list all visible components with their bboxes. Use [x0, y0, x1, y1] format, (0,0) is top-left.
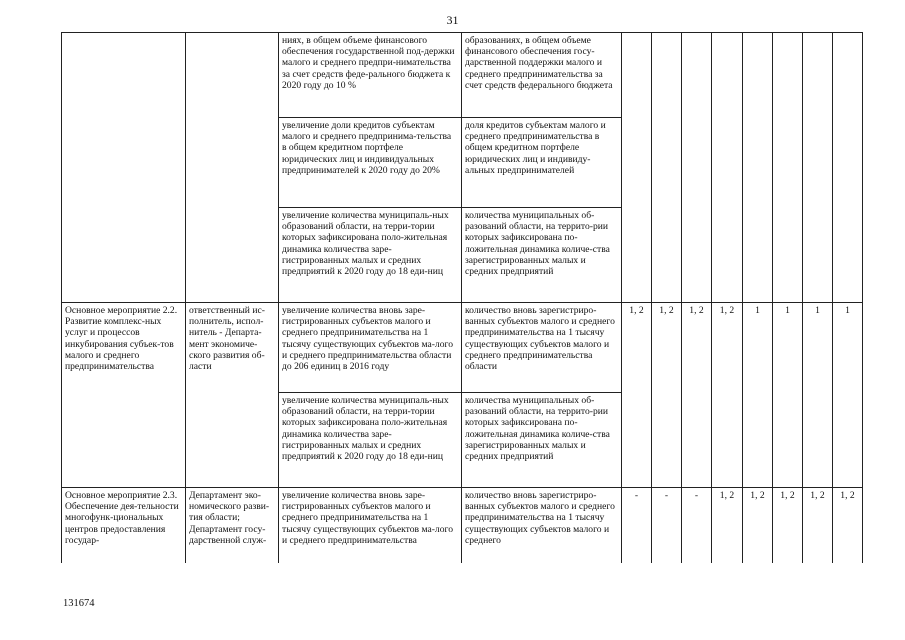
value-cell: 1, 2 [833, 488, 863, 563]
indicator-text: ниях, в общем объеме финансового обеспечения государственной под-держки малого и среднего предпри-нимательства за счет средств феде-рального бюджета к 2020 году до 10 % [282, 35, 455, 91]
executor-text: Департамент эко-номического разви-тия области; Департамент госу-дарственной служ- [189, 490, 270, 546]
measure-text: количество вновь зарегистриро-ванных субъектов малого и среднего предпринимательства на 1 тысячу существующих субъектов малого и среднего [465, 490, 615, 546]
event-text: Основное мероприятие 2.3. Обеспечение дея-тельности многофунк-циональных центров предоставления государ- [65, 490, 179, 546]
measure-cell [462, 118, 622, 208]
indicator-cell [279, 393, 462, 488]
indicator-cell [279, 33, 462, 118]
value-cell: 1 [803, 303, 833, 488]
value-cell [622, 33, 652, 303]
event-cell [62, 303, 186, 488]
value-cell: 1, 2 [652, 303, 682, 488]
table-row [62, 33, 863, 118]
measure-cell [462, 33, 622, 118]
page-number: 31 [446, 13, 459, 27]
indicator-cell [279, 208, 462, 303]
indicator-text: увеличение количества вновь заре-гистрированных субъектов малого и среднего предпринимательства на 1 тысячу существующих субъектов ма-лого и среднего предпринимательства области до 206 единиц в 2016 году [282, 305, 454, 373]
indicator-cell [279, 303, 462, 393]
document-id: 131674 [63, 598, 95, 609]
indicator-text: увеличение доли кредитов субъектам малого и среднего предпринима-тельства в общем кредитном портфеле юридических лиц и индивидуальных предпринимателей к 2020 году до 20% [282, 120, 452, 176]
value-cell [773, 33, 803, 303]
measure-text: количество вновь зарегистриро-ванных субъектов малого и среднего предпринимательства на 1 тысячу существующих субъектов малого и среднего предпринимательства области [465, 305, 615, 373]
event-text: Основное мероприятие 2.2. Развитие комплекс-ных услуг и процессов инкубирования субъек-тов малого и среднего предпринимательства [65, 305, 178, 373]
measure-text: количества муниципальных об-разований области, на террито-рии которых зафиксирована по-ложительная динамика количе-ства зарегистрированных малых и средних предприятий [465, 395, 610, 463]
value-cell: 1 [773, 303, 803, 488]
value-cell: 1, 2 [773, 488, 803, 563]
value-cell: 1, 2 [682, 303, 712, 488]
value-cell [833, 33, 863, 303]
measure-cell [462, 488, 622, 563]
value-cell: 1 [743, 303, 773, 488]
value-cell: - [652, 488, 682, 563]
indicator-cell [279, 118, 462, 208]
value-cell [803, 33, 833, 303]
event-cell [62, 33, 186, 303]
value-cell: 1, 2 [712, 303, 743, 488]
table-row [62, 303, 863, 393]
measure-cell [462, 208, 622, 303]
value-cell: 1, 2 [803, 488, 833, 563]
value-cell: - [622, 488, 652, 563]
value-cell [712, 33, 743, 303]
value-cell: - [682, 488, 712, 563]
executor-cell [186, 303, 279, 488]
measure-text: количества муниципальных об-разований области, на террито-рии которых зафиксирована по-ложительная динамика количе-ства зарегистрированных малых и средних предприятий [465, 210, 610, 278]
executor-cell [186, 488, 279, 563]
value-cell: 1, 2 [712, 488, 743, 563]
value-cell [652, 33, 682, 303]
measure-cell [462, 393, 622, 488]
value-cell: 1 [833, 303, 863, 488]
measure-text: доля кредитов субъектам малого и среднего предпринимательства в общем кредитном портфеле юридических лиц и индивиду-альных предпринимателей [465, 120, 606, 176]
table-row [62, 488, 863, 563]
indicator-cell [279, 488, 462, 563]
value-cell: 1, 2 [743, 488, 773, 563]
event-cell [62, 488, 186, 563]
value-cell [743, 33, 773, 303]
indicator-text: увеличение количества вновь заре-гистрированных субъектов малого и среднего предпринимательства на 1 тысячу существующих субъектов ма-лого и среднего предпринимательства [282, 490, 454, 546]
indicator-text: увеличение количества муниципаль-ных образований области, на терри-тории которых зафиксирована поло-жительная динамика количества заре-гистрированных малых и средних предприятий к 2020 году до 18 еди-ниц [282, 210, 449, 278]
measure-cell [462, 303, 622, 393]
value-cell [682, 33, 712, 303]
measure-text: образованиях, в общем объеме финансового обеспечения госу-дарственной поддержки малого и среднего предпринимательства за счет средств федерального бюджета [465, 35, 613, 91]
program-table [61, 32, 863, 563]
executor-cell [186, 33, 279, 303]
indicator-text: увеличение количества муниципаль-ных образований области, на терри-тории которых зафиксирована поло-жительная динамика количества заре-гистрированных малых и средних предприятий к 2020 году до 18 еди-ниц [282, 395, 449, 463]
executor-text: ответственный ис-полнитель, испол-нитель - Департа-мент экономиче-ского развития об-ласти [189, 305, 265, 373]
value-cell: 1, 2 [622, 303, 652, 488]
